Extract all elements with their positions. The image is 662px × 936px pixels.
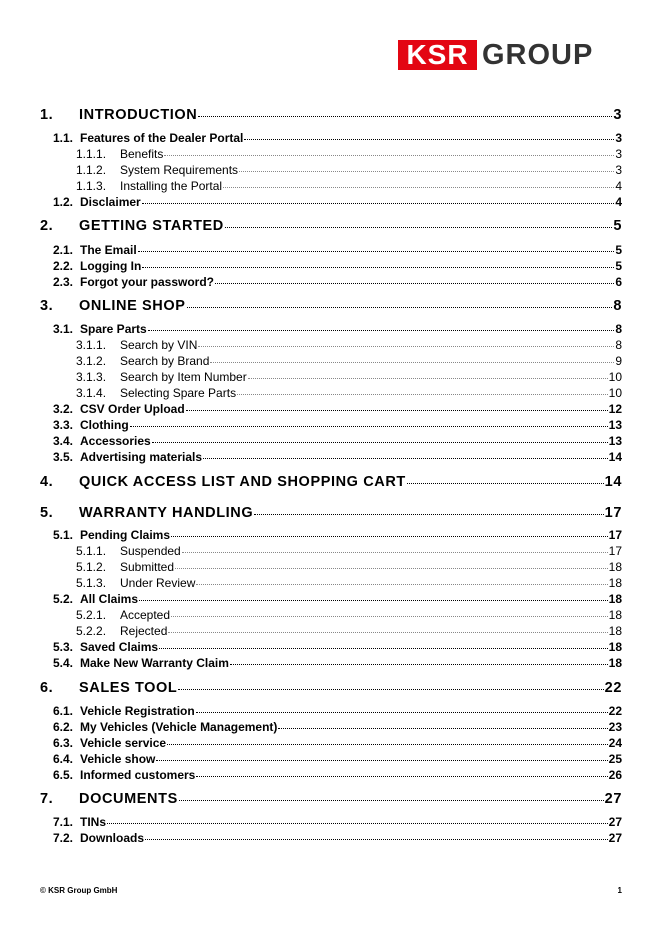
toc-leader-dots	[278, 728, 607, 729]
toc-entry-number: 1.1.2.	[76, 163, 107, 177]
toc-entry-number: 1.1.1.	[76, 147, 107, 161]
toc-entry[interactable]	[40, 107, 622, 127]
toc-entry-page: 4	[615, 179, 622, 193]
toc-leader-dots	[168, 632, 607, 633]
toc-entry-title: Features of the Dealer Portal	[80, 131, 244, 145]
toc-entry-number: 5.2.	[53, 592, 74, 606]
toc-entry-page: 18	[608, 640, 622, 654]
toc-leader-dots	[186, 410, 608, 411]
toc-entry[interactable]	[40, 298, 622, 318]
toc-leader-dots	[239, 171, 614, 172]
toc-entry-page: 10	[608, 386, 622, 400]
toc-entry-page: 3	[615, 163, 622, 177]
toc-entry-title: Advertising materials	[80, 450, 203, 464]
toc-leader-dots	[223, 187, 614, 188]
toc-entry-title: Suspended	[120, 544, 181, 558]
toc-entry-number: 6.2.	[53, 720, 74, 734]
toc-entry-page: 8	[615, 322, 622, 336]
toc-leader-dots	[175, 568, 608, 569]
toc-entry[interactable]	[40, 791, 622, 811]
toc-leader-dots	[130, 426, 608, 427]
toc-entry[interactable]	[53, 768, 622, 784]
toc-entry-number: 2.2.	[53, 259, 74, 273]
toc-leader-dots	[187, 307, 613, 308]
toc-entry-title: QUICK ACCESS LIST AND SHOPPING CART	[79, 474, 406, 490]
toc-entry-title: CSV Order Upload	[80, 402, 185, 416]
toc-leader-dots	[182, 552, 608, 553]
toc-entry[interactable]	[76, 163, 622, 179]
toc-leader-dots	[107, 823, 608, 824]
toc-leader-dots	[159, 648, 608, 649]
toc-entry[interactable]	[53, 640, 622, 656]
toc-leader-dots	[196, 712, 608, 713]
toc-entry[interactable]	[76, 624, 622, 640]
toc-entry[interactable]	[53, 259, 622, 275]
toc-entry[interactable]	[76, 608, 622, 624]
toc-entry[interactable]	[53, 704, 622, 720]
toc-leader-dots	[138, 251, 615, 252]
toc-entry-title: Submitted	[120, 560, 175, 574]
toc-entry-number: 7.2.	[53, 831, 74, 845]
toc-entry-number: 1.	[40, 107, 54, 123]
footer-copyright: © KSR Group GmbH	[40, 886, 118, 895]
toc-entry-number: 5.1.3.	[76, 576, 107, 590]
toc-entry-title: INTRODUCTION	[79, 107, 198, 123]
toc-entry-title: Accepted	[120, 608, 171, 622]
toc-entry-title: Search by VIN	[120, 338, 198, 352]
toc-leader-dots	[407, 483, 604, 484]
toc-entry-number: 3.1.3.	[76, 370, 107, 384]
toc-entry-page: 18	[608, 624, 622, 638]
toc-entry-title: Make New Warranty Claim	[80, 656, 229, 670]
toc-entry-page: 13	[608, 434, 622, 448]
toc-entry-title: Selecting Spare Parts	[120, 386, 237, 400]
toc-entry-page: 17	[608, 544, 622, 558]
toc-entry[interactable]	[40, 680, 622, 700]
toc-entry-title: TINs	[80, 815, 107, 829]
toc-entry-title: Vehicle service	[80, 736, 167, 750]
toc-entry-number: 3.1.1.	[76, 338, 107, 352]
toc-entry-number: 6.1.	[53, 704, 74, 718]
toc-entry-page: 18	[608, 560, 622, 574]
toc-entry[interactable]	[53, 402, 622, 418]
logo-box: KSR	[398, 40, 477, 70]
toc-entry-title: GETTING STARTED	[79, 218, 224, 234]
toc-leader-dots	[196, 776, 607, 777]
toc-entry-number: 6.3.	[53, 736, 74, 750]
toc-entry-title: The Email	[80, 243, 137, 257]
toc-leader-dots	[152, 442, 608, 443]
toc-entry-page: 23	[608, 720, 622, 734]
toc-entry-number: 5.1.1.	[76, 544, 107, 558]
toc-entry[interactable]	[76, 576, 622, 592]
toc-entry-title: WARRANTY HANDLING	[79, 505, 254, 521]
toc-entry-page: 12	[608, 402, 622, 416]
toc-entry-number: 1.2.	[53, 195, 74, 209]
footer-page-number: 1	[617, 886, 622, 895]
toc-entry[interactable]	[53, 592, 622, 608]
toc-leader-dots	[156, 760, 607, 761]
toc-entry-number: 3.1.4.	[76, 386, 107, 400]
toc-leader-dots	[215, 283, 614, 284]
toc-entry-title: Clothing	[80, 418, 129, 432]
toc-leader-dots	[178, 689, 603, 690]
toc-entry-title: SALES TOOL	[79, 680, 178, 696]
toc-entry-number: 7.1.	[53, 815, 74, 829]
toc-entry-number: 2.3.	[53, 275, 74, 289]
toc-leader-dots	[142, 203, 615, 204]
toc-leader-dots	[196, 584, 607, 585]
toc-entry-number: 2.1.	[53, 243, 74, 257]
toc-entry-number: 5.1.	[53, 528, 74, 542]
toc-leader-dots	[225, 227, 612, 228]
toc-entry[interactable]	[76, 544, 622, 560]
toc-entry[interactable]	[53, 736, 622, 752]
toc-entry-number: 3.5.	[53, 450, 74, 464]
toc-entry[interactable]	[53, 752, 622, 768]
toc-entry-title: Rejected	[120, 624, 168, 638]
toc-entry-page: 27	[608, 831, 622, 845]
toc-entry-title: Forgot your password?	[80, 275, 215, 289]
toc-entry-page: 27	[604, 791, 622, 807]
toc-entry-page: 26	[608, 768, 622, 782]
toc-entry-page: 14	[608, 450, 622, 464]
toc-entry-page: 14	[604, 474, 622, 490]
toc-entry-title: All Claims	[80, 592, 139, 606]
toc-entry-page: 24	[608, 736, 622, 750]
toc-entry-page: 6	[615, 275, 622, 289]
toc-leader-dots	[203, 458, 608, 459]
toc-entry-page: 22	[604, 680, 622, 696]
toc-entry-title: Accessories	[80, 434, 151, 448]
toc-entry-number: 6.4.	[53, 752, 74, 766]
toc-entry[interactable]	[53, 418, 622, 434]
toc-entry[interactable]	[53, 131, 622, 147]
toc-entry[interactable]	[76, 370, 622, 386]
toc-entry-title: My Vehicles (Vehicle Management)	[80, 720, 278, 734]
toc-entry-number: 5.4.	[53, 656, 74, 670]
toc-entry[interactable]	[40, 474, 622, 494]
toc-entry[interactable]	[76, 179, 622, 195]
toc-entry-title: ONLINE SHOP	[79, 298, 186, 314]
toc-entry-number: 3.3.	[53, 418, 74, 432]
toc-entry[interactable]	[53, 322, 622, 338]
toc-entry[interactable]	[53, 528, 622, 544]
toc-entry[interactable]	[76, 560, 622, 576]
toc-entry-title: Disclaimer	[80, 195, 141, 209]
toc-entry-title: Informed customers	[80, 768, 196, 782]
toc-entry-title: Downloads	[80, 831, 145, 845]
logo-text: GROUP	[482, 39, 594, 71]
toc-entry-number: 4.	[40, 474, 54, 490]
toc-entry[interactable]	[53, 434, 622, 450]
toc-entry-number: 5.	[40, 505, 54, 521]
toc-entry[interactable]	[53, 450, 622, 466]
ksr-group-logo	[398, 40, 622, 72]
toc-entry-page: 17	[604, 505, 622, 521]
toc-entry-title: Search by Brand	[120, 354, 210, 368]
toc-entry[interactable]	[76, 338, 622, 354]
toc-leader-dots	[198, 116, 612, 117]
toc-entry[interactable]	[53, 243, 622, 259]
toc-entry-number: 1.1.	[53, 131, 74, 145]
toc-entry-title: Benefits	[120, 147, 164, 161]
toc-entry-number: 5.2.1.	[76, 608, 107, 622]
toc-entry[interactable]	[53, 275, 622, 291]
toc-entry-page: 18	[608, 576, 622, 590]
toc-leader-dots	[171, 536, 608, 537]
toc-entry-page: 18	[608, 592, 622, 606]
toc-entry-number: 3.4.	[53, 434, 74, 448]
toc-entry[interactable]	[40, 218, 622, 238]
toc-leader-dots	[237, 394, 608, 395]
toc-entry[interactable]	[53, 656, 622, 672]
toc-entry-page: 5	[615, 243, 622, 257]
toc-entry-page: 9	[615, 354, 622, 368]
toc-leader-dots	[230, 664, 608, 665]
toc-entry-page: 10	[608, 370, 622, 384]
toc-entry[interactable]	[53, 815, 622, 831]
toc-entry-number: 3.2.	[53, 402, 74, 416]
toc-leader-dots	[167, 744, 608, 745]
toc-entry-number: 1.1.3.	[76, 179, 107, 193]
toc-entry-title: Installing the Portal	[120, 179, 223, 193]
toc-leader-dots	[148, 330, 615, 331]
toc-entry[interactable]	[76, 354, 622, 370]
toc-entry-title: Vehicle Registration	[80, 704, 195, 718]
toc-entry-page: 3	[615, 147, 622, 161]
toc-entry-title: System Requirements	[120, 163, 239, 177]
toc-leader-dots	[179, 800, 604, 801]
toc-entry-page: 5	[615, 259, 622, 273]
toc-entry-page: 8	[613, 298, 622, 314]
toc-entry-number: 6.	[40, 680, 54, 696]
toc-entry-page: 5	[613, 218, 622, 234]
toc-entry-number: 5.3.	[53, 640, 74, 654]
toc-entry-page: 8	[615, 338, 622, 352]
toc-entry-title: Under Review	[120, 576, 196, 590]
toc-entry[interactable]	[53, 720, 622, 736]
toc-leader-dots	[164, 155, 614, 156]
toc-entry-number: 3.1.	[53, 322, 74, 336]
toc-entry-title: Saved Claims	[80, 640, 159, 654]
toc-entry-title: Vehicle show	[80, 752, 156, 766]
toc-entry-page: 25	[608, 752, 622, 766]
toc-entry-number: 2.	[40, 218, 54, 234]
toc-entry-number: 7.	[40, 791, 54, 807]
toc-entry-number: 3.	[40, 298, 54, 314]
toc-leader-dots	[171, 616, 608, 617]
toc-leader-dots	[244, 139, 614, 140]
toc-leader-dots	[145, 839, 608, 840]
toc-entry[interactable]	[40, 505, 622, 525]
toc-entry-title: DOCUMENTS	[79, 791, 178, 807]
toc-entry-number: 5.1.2.	[76, 560, 107, 574]
toc-leader-dots	[142, 267, 614, 268]
toc-entry[interactable]	[76, 386, 622, 402]
toc-entry-title: Spare Parts	[80, 322, 147, 336]
toc-entry[interactable]	[53, 831, 622, 847]
toc-entry-page: 22	[608, 704, 622, 718]
toc-entry-page: 17	[608, 528, 622, 542]
toc-leader-dots	[254, 514, 603, 515]
toc-entry-number: 6.5.	[53, 768, 74, 782]
toc-leader-dots	[248, 378, 608, 379]
toc-leader-dots	[210, 362, 614, 363]
toc-entry-title: Logging In	[80, 259, 142, 273]
toc-entry-page: 18	[608, 656, 622, 670]
toc-entry-title: Search by Item Number	[120, 370, 247, 384]
toc-entry-number: 3.1.2.	[76, 354, 107, 368]
toc-entry-page: 13	[608, 418, 622, 432]
toc-entry-number: 5.2.2.	[76, 624, 107, 638]
toc-entry-page: 27	[608, 815, 622, 829]
toc-entry-page: 4	[615, 195, 622, 209]
toc-leader-dots	[198, 346, 614, 347]
toc-entry[interactable]	[76, 147, 622, 163]
toc-leader-dots	[139, 600, 608, 601]
toc-entry-page: 18	[608, 608, 622, 622]
toc-entry[interactable]	[53, 195, 622, 211]
toc-entry-page: 3	[613, 107, 622, 123]
toc-entry-page: 3	[615, 131, 622, 145]
toc-entry-title: Pending Claims	[80, 528, 171, 542]
